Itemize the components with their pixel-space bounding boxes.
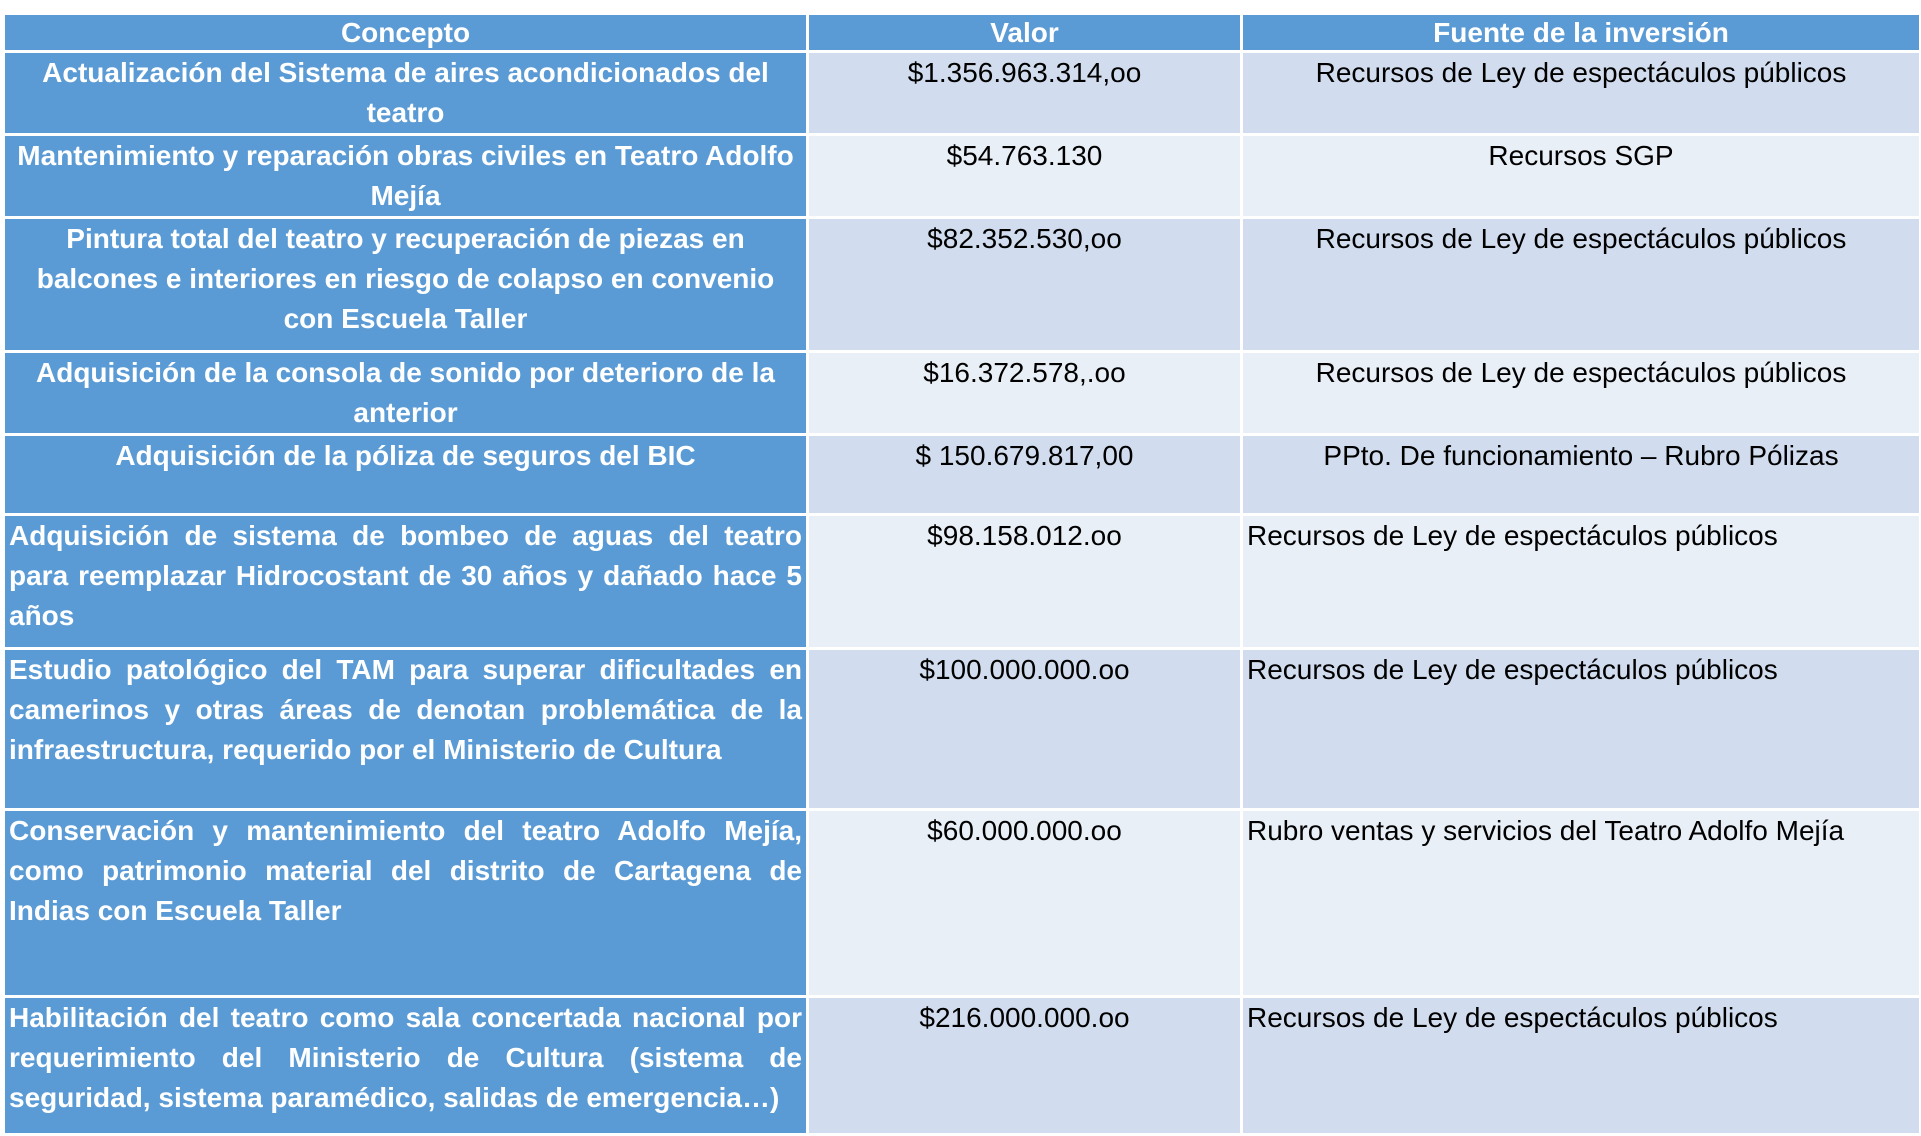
table-row (4, 997, 1921, 1135)
row-valor: $60.000.000.oo (808, 810, 1242, 997)
row-fuente: PPto. De funcionamiento – Rubro Pólizas (1242, 435, 1921, 515)
table-row (4, 810, 1921, 997)
row-fuente: Recursos de Ley de espectáculos públicos (1242, 218, 1921, 352)
table-row (4, 515, 1921, 649)
row-fuente: Recursos de Ley de espectáculos públicos (1242, 52, 1921, 135)
row-concepto: Adquisición de la consola de sonido por deterioro de la anterior (4, 352, 808, 435)
row-concepto: Actualización del Sistema de aires acondicionados del teatro (4, 52, 808, 135)
row-fuente: Recursos de Ley de espectáculos públicos (1242, 649, 1921, 810)
row-fuente: Recursos de Ley de espectáculos públicos (1242, 352, 1921, 435)
row-concepto: Pintura total del teatro y recuperación de piezas en balcones e interiores en riesgo de colapso en convenio con Escuela Taller (4, 218, 808, 352)
row-valor: $16.372.578,.oo (808, 352, 1242, 435)
row-valor: $216.000.000.oo (808, 997, 1242, 1135)
table-row (4, 649, 1921, 810)
row-concepto: Mantenimiento y reparación obras civiles en Teatro Adolfo Mejía (4, 135, 808, 218)
row-fuente: Recursos de Ley de espectáculos públicos (1242, 997, 1921, 1135)
row-concepto: Adquisición de la póliza de seguros del BIC (4, 435, 808, 515)
header-row (4, 14, 1921, 52)
header-fuente: Fuente de la inversión (1242, 14, 1921, 52)
table-row (4, 52, 1921, 135)
row-valor: $82.352.530,oo (808, 218, 1242, 352)
header-valor: Valor (808, 14, 1242, 52)
row-concepto: Estudio patológico del TAM para superar dificultades en camerinos y otras áreas de denotan problemática de la infraestructura, requerido por el Ministerio de Cultura (4, 649, 808, 810)
row-valor: $100.000.000.oo (808, 649, 1242, 810)
row-valor: $54.763.130 (808, 135, 1242, 218)
row-fuente: Recursos SGP (1242, 135, 1921, 218)
table-row (4, 352, 1921, 435)
table-row (4, 218, 1921, 352)
row-valor: $98.158.012.oo (808, 515, 1242, 649)
row-concepto: Habilitación del teatro como sala concertada nacional por requerimiento del Ministerio de Cultura (sistema de seguridad, sistema paramédico, salidas de emergencia…) (4, 997, 808, 1135)
row-concepto: Adquisición de sistema de bombeo de aguas del teatro para reemplazar Hidrocostant de 30 años y dañado hace 5 años (4, 515, 808, 649)
row-valor: $ 150.679.817,00 (808, 435, 1242, 515)
row-valor: $1.356.963.314,oo (808, 52, 1242, 135)
table-row (4, 435, 1921, 515)
row-fuente: Rubro ventas y servicios del Teatro Adolfo Mejía (1242, 810, 1921, 997)
row-concepto: Conservación y mantenimiento del teatro Adolfo Mejía, como patrimonio material del distrito de Cartagena de Indias con Escuela Taller (4, 810, 808, 997)
row-fuente: Recursos de Ley de espectáculos públicos (1242, 515, 1921, 649)
header-concepto: Concepto (4, 14, 808, 52)
investment-table (2, 12, 1921, 1136)
table-row (4, 135, 1921, 218)
